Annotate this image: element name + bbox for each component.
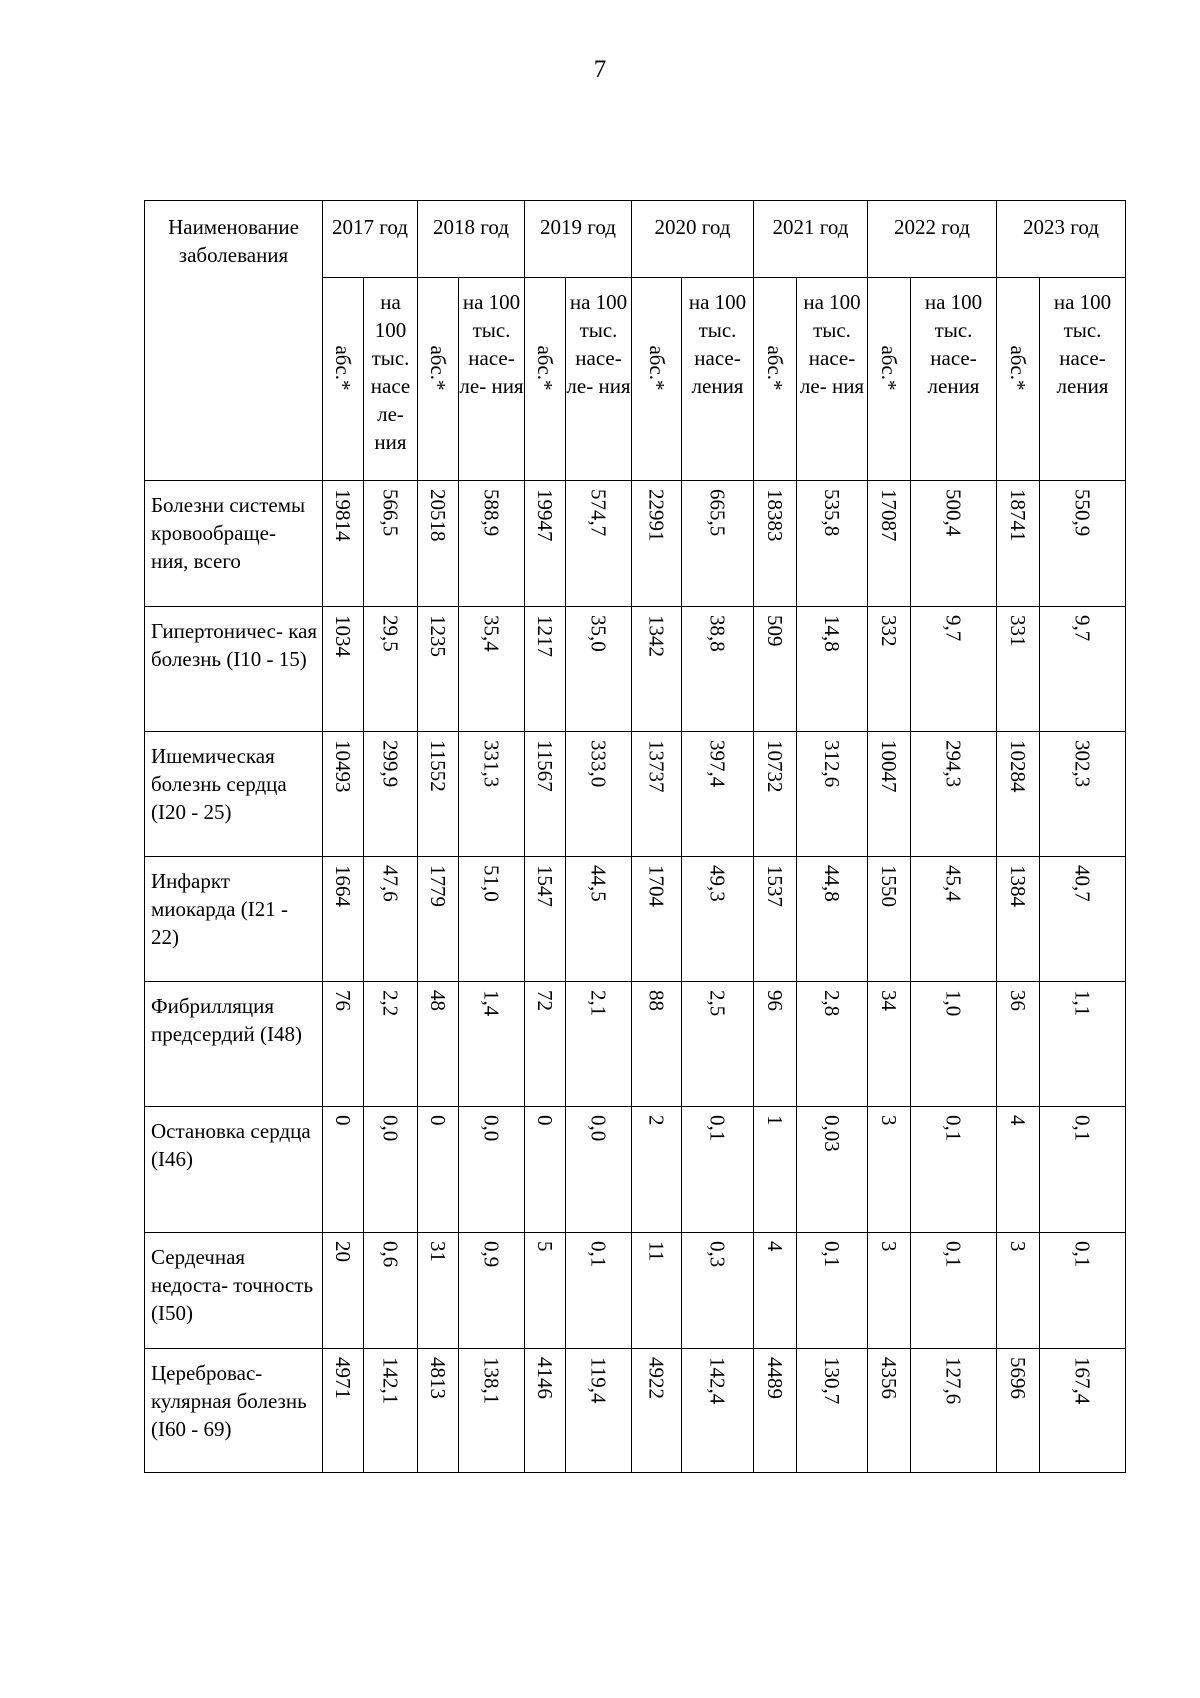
abs-value: 10493	[323, 732, 364, 857]
abs-value: 19814	[323, 481, 364, 607]
abs-value: 1704	[632, 857, 682, 982]
rate-value: 2,1	[566, 982, 632, 1107]
rate-value: 44,8	[797, 857, 868, 982]
disease-name: Инфаркт миокарда (I21 - 22)	[145, 857, 323, 982]
rate-value: 312,6	[797, 732, 868, 857]
table-row	[145, 607, 1126, 732]
disease-name: Сердечная недоста- точность (I50)	[145, 1233, 323, 1349]
table-row	[145, 857, 1126, 982]
rate-value: 1,0	[911, 982, 997, 1107]
rate-value: 35,4	[459, 607, 525, 732]
abs-subheader: абс.*	[754, 278, 797, 481]
abs-value: 1664	[323, 857, 364, 982]
rate-value: 1,1	[1040, 982, 1126, 1107]
rate-subheader: на 100 тыс. насе- ле- ния	[459, 278, 525, 481]
abs-value: 17087	[868, 481, 911, 607]
abs-subheader: абс.*	[418, 278, 459, 481]
rate-value: 44,5	[566, 857, 632, 982]
abs-value: 4971	[323, 1349, 364, 1473]
rate-value: 51,0	[459, 857, 525, 982]
abs-value: 34	[868, 982, 911, 1107]
rate-value: 0,1	[1040, 1233, 1126, 1349]
abs-value: 4146	[525, 1349, 566, 1473]
abs-value: 4	[997, 1107, 1040, 1233]
abs-value: 11552	[418, 732, 459, 857]
rate-value: 38,8	[682, 607, 754, 732]
rate-value: 0,1	[797, 1233, 868, 1349]
abs-value: 10284	[997, 732, 1040, 857]
rate-value: 0,1	[682, 1107, 754, 1233]
abs-value: 1779	[418, 857, 459, 982]
abs-value: 22991	[632, 481, 682, 607]
rate-value: 40,7	[1040, 857, 1126, 982]
rate-value: 29,5	[364, 607, 418, 732]
table-row	[145, 1233, 1126, 1349]
rate-value: 45,4	[911, 857, 997, 982]
rate-value: 331,3	[459, 732, 525, 857]
disease-name: Болезни системы кровообраще- ния, всего	[145, 481, 323, 607]
disease-name: Фибрилляция предсердий (I48)	[145, 982, 323, 1107]
rate-value: 0,03	[797, 1107, 868, 1233]
rate-value: 500,4	[911, 481, 997, 607]
rate-subheader: на 100 тыс. насе- ле- ния	[566, 278, 632, 481]
abs-value: 0	[525, 1107, 566, 1233]
abs-value: 18741	[997, 481, 1040, 607]
year-header: 2020 год	[632, 201, 754, 278]
abs-value: 3	[868, 1107, 911, 1233]
rate-value: 550,9	[1040, 481, 1126, 607]
abs-value: 331	[997, 607, 1040, 732]
rate-value: 665,5	[682, 481, 754, 607]
rate-value: 142,1	[364, 1349, 418, 1473]
disease-statistics-table	[144, 200, 1126, 1473]
abs-value: 1550	[868, 857, 911, 982]
abs-value: 96	[754, 982, 797, 1107]
disease-name: Ишемическая болезнь сердца (I20 - 25)	[145, 732, 323, 857]
abs-value: 3	[997, 1233, 1040, 1349]
rate-value: 2,2	[364, 982, 418, 1107]
abs-value: 3	[868, 1233, 911, 1349]
rate-value: 0,1	[1040, 1107, 1126, 1233]
abs-value: 11567	[525, 732, 566, 857]
rate-value: 0,1	[566, 1233, 632, 1349]
abs-value: 72	[525, 982, 566, 1107]
rate-value: 0,1	[911, 1107, 997, 1233]
disease-name: Остановка сердца (I46)	[145, 1107, 323, 1233]
abs-value: 76	[323, 982, 364, 1107]
rate-value: 9,7	[911, 607, 997, 732]
rate-value: 566,5	[364, 481, 418, 607]
rate-subheader: на 100 тыс. насе- ления	[682, 278, 754, 481]
abs-subheader: абс.*	[632, 278, 682, 481]
rate-value: 49,3	[682, 857, 754, 982]
rate-value: 0,6	[364, 1233, 418, 1349]
table-row	[145, 481, 1126, 607]
abs-value: 20518	[418, 481, 459, 607]
abs-value: 1547	[525, 857, 566, 982]
abs-value: 48	[418, 982, 459, 1107]
abs-value: 509	[754, 607, 797, 732]
disease-name: Цереброваc- кулярная болезнь (I60 - 69)	[145, 1349, 323, 1473]
rate-value: 299,9	[364, 732, 418, 857]
abs-value: 4489	[754, 1349, 797, 1473]
abs-value: 5	[525, 1233, 566, 1349]
abs-value: 0	[323, 1107, 364, 1233]
abs-value: 5696	[997, 1349, 1040, 1473]
abs-value: 4356	[868, 1349, 911, 1473]
abs-value: 2	[632, 1107, 682, 1233]
abs-value: 1235	[418, 607, 459, 732]
abs-subheader: абс.*	[525, 278, 566, 481]
rate-value: 0,1	[911, 1233, 997, 1349]
column-header-disease-name: Наименование заболевания	[145, 201, 323, 481]
abs-value: 0	[418, 1107, 459, 1233]
rate-value: 294,3	[911, 732, 997, 857]
rate-value: 14,8	[797, 607, 868, 732]
year-header: 2018 год	[418, 201, 525, 278]
rate-value: 138,1	[459, 1349, 525, 1473]
table-row	[145, 982, 1126, 1107]
abs-value: 1537	[754, 857, 797, 982]
rate-value: 0,0	[364, 1107, 418, 1233]
table-row	[145, 732, 1126, 857]
rate-subheader: на 100 тыс. насе ле- ния	[364, 278, 418, 481]
rate-value: 397,4	[682, 732, 754, 857]
rate-value: 9,7	[1040, 607, 1126, 732]
rate-value: 0,9	[459, 1233, 525, 1349]
abs-value: 1	[754, 1107, 797, 1233]
rate-value: 1,4	[459, 982, 525, 1107]
rate-value: 333,0	[566, 732, 632, 857]
abs-value: 20	[323, 1233, 364, 1349]
year-header: 2023 год	[997, 201, 1126, 278]
rate-value: 302,3	[1040, 732, 1126, 857]
abs-subheader: абс.*	[868, 278, 911, 481]
abs-value: 11	[632, 1233, 682, 1349]
rate-subheader: на 100 тыс. насе- ления	[911, 278, 997, 481]
table-row	[145, 1349, 1126, 1473]
year-header: 2019 год	[525, 201, 632, 278]
abs-value: 4922	[632, 1349, 682, 1473]
rate-value: 588,9	[459, 481, 525, 607]
year-header: 2017 год	[323, 201, 418, 278]
rate-value: 130,7	[797, 1349, 868, 1473]
abs-value: 88	[632, 982, 682, 1107]
abs-value: 10732	[754, 732, 797, 857]
rate-value: 0,0	[459, 1107, 525, 1233]
rate-value: 47,6	[364, 857, 418, 982]
abs-value: 31	[418, 1233, 459, 1349]
abs-value: 1384	[997, 857, 1040, 982]
abs-value: 36	[997, 982, 1040, 1107]
abs-subheader: абс.*	[323, 278, 364, 481]
rate-subheader: на 100 тыс. насе- ле- ния	[797, 278, 868, 481]
rate-value: 0,0	[566, 1107, 632, 1233]
year-header: 2021 год	[754, 201, 868, 278]
table-row	[145, 1107, 1126, 1233]
rate-value: 119,4	[566, 1349, 632, 1473]
disease-name: Гипертоничес- кая болезнь (I10 - 15)	[145, 607, 323, 732]
abs-value: 19947	[525, 481, 566, 607]
rate-value: 35,0	[566, 607, 632, 732]
rate-value: 535,8	[797, 481, 868, 607]
rate-subheader: на 100 тыс. насе- ления	[1040, 278, 1126, 481]
rate-value: 2,8	[797, 982, 868, 1107]
rate-value: 127,6	[911, 1349, 997, 1473]
abs-value: 1342	[632, 607, 682, 732]
abs-value: 1034	[323, 607, 364, 732]
abs-value: 4	[754, 1233, 797, 1349]
abs-value: 1217	[525, 607, 566, 732]
abs-subheader: абс.*	[997, 278, 1040, 481]
abs-value: 18383	[754, 481, 797, 607]
rate-value: 574,7	[566, 481, 632, 607]
year-header: 2022 год	[868, 201, 997, 278]
rate-value: 2,5	[682, 982, 754, 1107]
abs-value: 13737	[632, 732, 682, 857]
abs-value: 10047	[868, 732, 911, 857]
abs-value: 4813	[418, 1349, 459, 1473]
page-number: 7	[593, 56, 607, 83]
abs-value: 332	[868, 607, 911, 732]
rate-value: 142,4	[682, 1349, 754, 1473]
rate-value: 167,4	[1040, 1349, 1126, 1473]
rate-value: 0,3	[682, 1233, 754, 1349]
